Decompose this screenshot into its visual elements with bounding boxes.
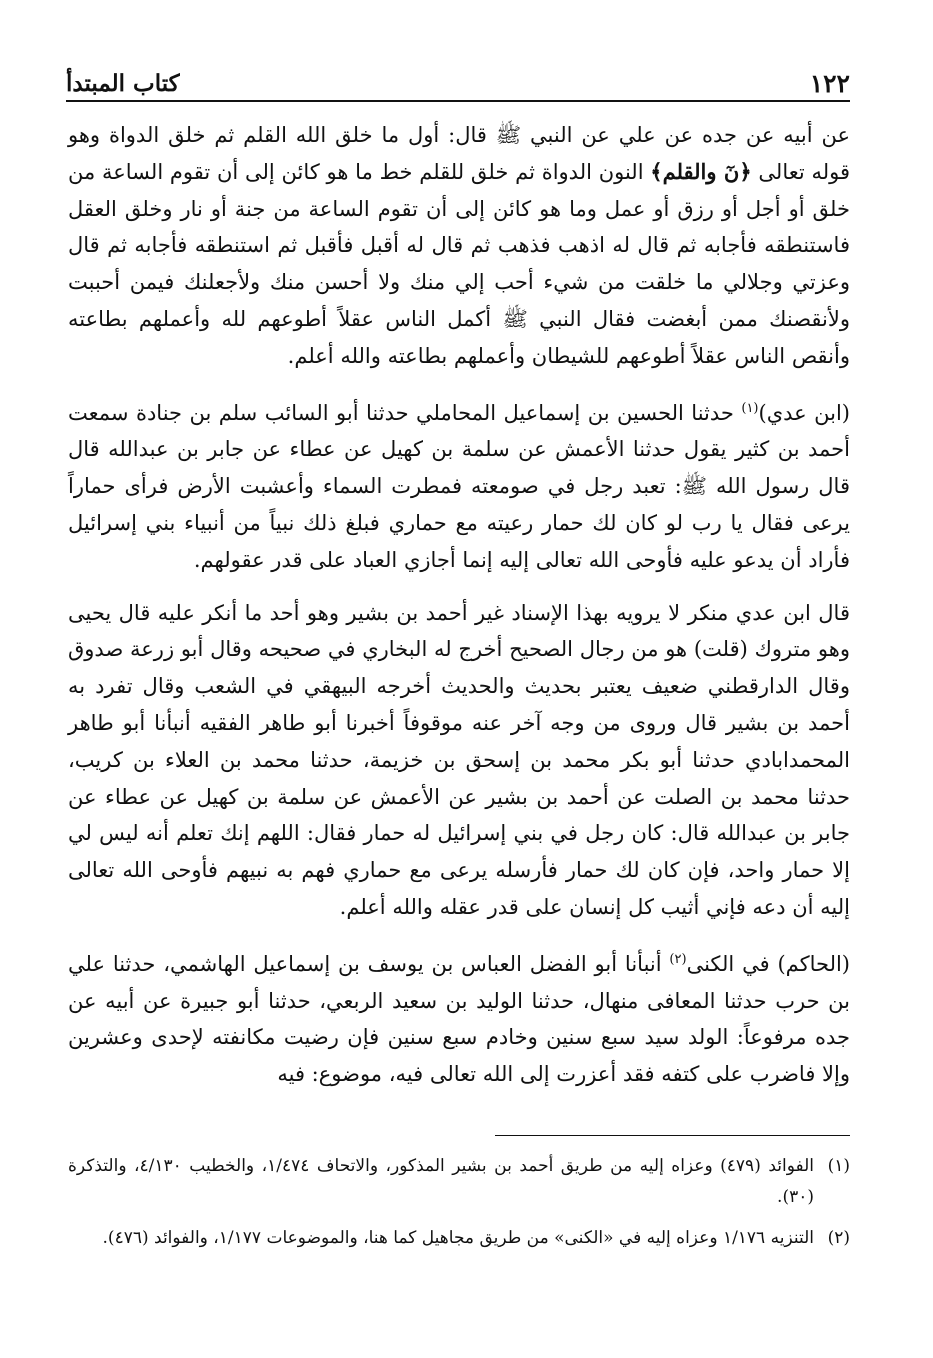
footnote-reference: (٢): [669, 951, 687, 967]
footnote-divider: [495, 1135, 850, 1136]
paragraph-text: (ابن عدي): [758, 400, 850, 425]
footnote-number: (١): [827, 1156, 850, 1176]
paragraph-text: حدثنا الحسين بن إسماعيل المحاملي حدثنا أبو السائب سلم بن جنادة سمعت أحمد بن كثير يقول حدثنا الأعمش عن سلمة بن كهيل عن عطاء عن جابر بن عبدالله قال قال رسول الله ﷺ: تعبد رجل في صومعته فمطرت السماء وأعشبت الأرض فرأى حماراً يرعى فقال يا رب لو كان لك حمار رعيته مع حماري فبلغ ذلك نبياً من أنبياء بني إسرائيل فأراد أن يدعو عليه فأوحى الله تعالى إليه إنما أجازي العباد على قدر عقولهم.: [68, 400, 850, 572]
page-number: ١٢٢: [809, 68, 850, 98]
main-text: [68, 117, 850, 1093]
footnote-1: [68, 1151, 850, 1213]
running-title: كتاب المبتدأ: [66, 69, 180, 97]
footnotes: [68, 1151, 850, 1264]
footnote-text: التنزيه ١/١٧٦ وعزاه إليه في «الكنى» من طريق مجاهيل كما هنا، والموضوعات ١/١٧٧، والفوائد (٤٧٦).: [102, 1228, 814, 1248]
footnote-2: [68, 1223, 850, 1254]
paragraph-3: قال ابن عدي منكر لا يرويه بهذا الإسناد غير أحمد بن بشير وهو أحد ما أنكر عليه قال يحيى وهو متروك (قلت) هو من رجال الصحيح أخرج له البخاري في صحيحه وقال أبو زرعة صدوق وقال الدارقطني ضعيف يعتبر بحديث والحديث أخرجه البيهقي في الشعب وقال تفرد به أحمد بن بشير قال وروى من وجه آخر عنه موقوفاً أخبرنا أبو طاهر الفقيه أنبأنا أبو طاهر المحمدابادي حدثنا أبو بكر محمد بن إسحق بن خزيمة، حدثنا محمد بن العلاء بن كريب، حدثنا محمد بن الصلت عن أحمد بن بشير عن الأعمش عن سلمة بن كهيل عن عطاء عن جابر بن عبدالله قال: كان رجل في بني إسرائيل له حمار فقال: اللهم إنك تعلم أنه ليس لي إلا حمار واحد، فإن كان لك حمار فأرسله يرعى مع حماري فهم به نبيهم فأوحى الله تعالى إليه أن دعه فإني أثيب كل إنسان على قدر عقله والله أعلم.: [68, 600, 850, 919]
quran-verse: ﴿نٓ والقلم﴾: [650, 158, 752, 184]
paragraph-4: [68, 942, 850, 1093]
footnote-number: (٢): [827, 1228, 850, 1248]
paragraph-text: أنبأنا أبو الفضل العباس بن يوسف بن إسماعيل الهاشمي، حدثنا علي بن حرب حدثنا المعافى منهال، حدثنا الوليد بن سعيد الربعي، حدثنا أبو جبيرة عن أبيه عن جده مرفوعاً: الولد سيد سبع سنين وخادم سبع سنين فإن رضيت مكانفته لإحدى وعشرين وإلا فاضرب على كتفه فقد أعزرت إلى الله تعالى فيه، موضوع: فيه: [68, 951, 850, 1087]
paragraph-2: [68, 391, 850, 579]
paragraph-text: (الحاكم) في الكنى: [686, 951, 850, 976]
paragraph-text: النون الدواة ثم خلق للقلم خط ما هو كائن إلى أن تقوم الساعة من خلق أو أجل أو رزق أو عمل وما هو كائن إلى أن تقوم الساعة من جنة أو نار وخلق العقل فاستنطقه فأجابه ثم قال له اذهب فذهب ثم قال له أقبل فأقبل ثم استنطقه فأجابه ثم قال وعزتي وجلالي ما خلقت من شيء أحب إلي منك ولا أحسن منك ولأجعلنك فيمن أحببت ولأنقصنك ممن أبغضت فقال النبي ﷺ أكمل الناس عقلاً أطوعهم لله وأعملهم بطاعته وأنقص الناس عقلاً أطوعهم للشيطان وأعملهم بطاعته والله أعلم.: [68, 159, 850, 368]
paragraph-text: عن أبيه عن جده عن علي عن النبي ﷺ قال: أول ما خلق الله القلم ثم خلق الدواة وهو قوله تعالى: [68, 123, 850, 184]
page-header: [66, 66, 850, 102]
footnote-reference: (١): [741, 400, 759, 416]
paragraph-1: [68, 117, 850, 375]
footnote-text: الفوائد (٤٧٩) وعزاه إليه من طريق أحمد بن بشير المذكور، والاتحاف ١/٤٧٤، والخطيب ٤/١٣٠، والتذكرة (٣٠).: [68, 1156, 814, 1207]
